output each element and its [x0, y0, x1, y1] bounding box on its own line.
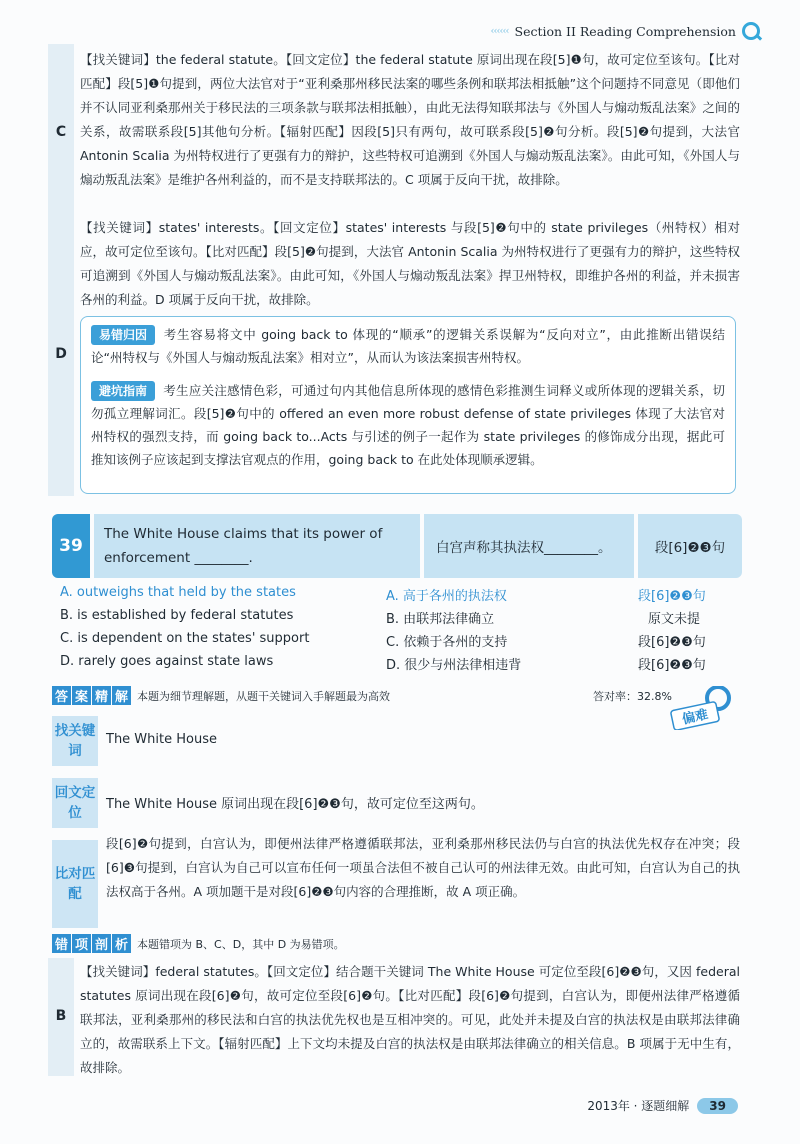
page-number: 39 [697, 1098, 738, 1114]
running-header [491, 22, 760, 40]
answer-section-desc: 本题为细节理解题，从题干关键词入手解题最为高效 [137, 689, 390, 703]
option-a-loc: 段[6]❷❸句 [638, 589, 706, 604]
step-match-text: 段[6]❷句提到，白宫认为，即便州法律严格遵循联邦法，亚利桑那州移民法仍与白宫的执法优先权存在冲突；段[6]❸句提到，白宫认为自己可以宣布任何一项虽合法但不被自己认可的州法律无效。由此可知，白宫认为自己的执法权高于各州。A 项加题干是对段[6]❷❸句内容的合理推断，故 A 项正确。 [106, 836, 740, 899]
section-title: Section II Reading Comprehension [514, 23, 736, 39]
option-d-cn: D. 很少与州法律相违背 [386, 658, 522, 673]
option-c-letter: C [55, 124, 67, 140]
option-c-loc: 段[6]❷❸句 [638, 635, 706, 650]
option-b-analysis: 【找关键词】federal statutes。【回文定位】结合题干关键词 The White House 可定位至段[6]❷❸句，又因 federal statutes 原词出现在段[6]❷句，故可定位至段[6]❷句。【比对匹配】段[6]❷句提到，白宫认为，即便州法律严格遵循联邦法，亚利桑那州的移民法和白宫的执法优先权也是互相冲突的。可见，此处并未提及白宫的执法权是由联邦法律确立的，故需联系上下文。【辐射匹配】上下文均未提及白宫的执法权是由联邦法律确立的相关信息。B 项属于无中生有，故排除。 [80, 964, 740, 1075]
footer-text: 2013年 · 逐题细解 [587, 1099, 690, 1113]
option-d-analysis: 【找关键词】states' interests。【回文定位】states' interests 与段[5]❷句中的 state privileges（州特权）相对应，故可定位至该句。【比对匹配】段[5]❷句提到，大法官 Antonin Scalia 为州特权进行了更强有力的辩护，这些特权可追溯到《外国人与煽动叛乱法案》。由此可知，《外国人与煽动叛乱法案》捍卫州特权，即维护各州的利益，并未损害各州的利益。D 项属于反向干扰，故排除。 [80, 220, 740, 307]
label-char: 错 [52, 934, 71, 953]
difficulty-stamp [666, 686, 738, 730]
pitfall-guide-text: 考生应关注感情色彩，可通过句内其他信息所体现的感情色彩推测生词释义或所体现的逻辑关系，切勿孤立理解词汇。段[5]❷句中的 offered an even more robust defense of state privileges 体现了大法官对州特权的强烈支持，而 going back to...Acts 与引述的例子一起作为 state privileges 的修饰成分出现，据此可推知该例子应该起到支撑法官观点的作用，going back to 在此处体现顺承逻辑。 [91, 383, 725, 467]
label-char: 剖 [92, 934, 111, 953]
option-d-en: D. rarely goes against state laws [60, 654, 274, 669]
step-keyword-label: 找关键词 [52, 716, 98, 766]
label-char: 项 [72, 934, 91, 953]
wrong-section-header [52, 934, 345, 953]
step-match-label: 比对匹配 [52, 840, 98, 928]
correct-rate: 答对率：32.8% [593, 689, 672, 703]
label-char: 精 [92, 686, 111, 705]
step-keyword-text: The White House [106, 732, 217, 747]
wrong-section-label [52, 934, 131, 953]
option-b-en: B. is established by federal statutes [60, 608, 294, 623]
option-c-cn: C. 依赖于各州的支持 [386, 635, 508, 650]
label-char: 答 [52, 686, 71, 705]
label-char: 案 [72, 686, 91, 705]
question-location: 段[6]❷❸句 [638, 514, 742, 578]
error-cause-text: 考生容易将文中 going back to 体现的“顺承”的逻辑关系误解为“反向对立”，由此推断出错误结论“州特权与《外国人与煽动叛乱法案》相对立”，从而认为该法案损害州特权。 [91, 327, 725, 365]
option-a-cn: A. 高于各州的执法权 [386, 589, 507, 604]
option-a-en: A. outweighs that held by the states [60, 585, 296, 600]
question-stem-cn: 白宫声称其执法权________。 [424, 514, 634, 578]
error-cause-block [91, 323, 725, 369]
header-arrows: ‹‹‹‹‹‹ [490, 25, 509, 37]
page-footer [587, 1097, 738, 1114]
answer-section-header [52, 686, 672, 705]
question-stem-en: The White House claims that its power of enforcement ________. [94, 514, 420, 578]
option-b-letter: B [55, 1008, 67, 1024]
label-char: 解 [112, 686, 131, 705]
search-icon [742, 22, 760, 40]
question-row [52, 514, 742, 578]
step-locate-text: The White House 原词出现在段[6]❷❸句，故可定位至这两句。 [106, 797, 484, 812]
pitfall-guide-block [91, 379, 725, 471]
step-locate-label: 回文定位 [52, 778, 98, 828]
error-cause-tag: 易错归因 [91, 325, 155, 345]
option-d-letter: D [55, 346, 67, 362]
label-char: 析 [112, 934, 131, 953]
stamp-text: 偏难 [681, 707, 710, 728]
answer-section-label [52, 686, 131, 705]
option-b-loc: 原文未提 [648, 612, 701, 627]
option-d-loc: 段[6]❷❸句 [638, 658, 706, 673]
option-c-analysis: 【找关键词】the federal statute。【回文定位】the federal statute 原词出现在段[5]❶句，故可定位至该句。【比对匹配】段[5]❶句提到，两位大法官对于“亚利桑那州移民法案的哪些条例和联邦法相抵触”这个问题持不同意见（即他们并不认同亚利桑那州关于移民法的三项条款与联邦法相抵触），由此无法得知联邦法与《外国人与煽动叛乱法案》之间的关系，故需联系段[5]其他句分析。【辐射匹配】因段[5]只有两句，故可联系段[5]❷句分析。段[5]❷句提到，大法官 Antonin Scalia 为州特权进行了更强有力的辩护，这些特权可追溯到《外国人与煽动叛乱法案》。由此可知，《外国人与煽动叛乱法案》是维护各州利益的，而不是支持联邦法的。C 项属于反向干扰，故排除。 [80, 52, 740, 187]
wrong-section-desc: 本题错项为 B、C、D，其中 D 为易错项。 [137, 937, 345, 951]
pitfall-guide-tag: 避坑指南 [91, 381, 155, 401]
option-b-cn: B. 由联邦法律确立 [386, 612, 495, 627]
error-analysis-box [80, 316, 736, 494]
option-c-en: C. is dependent on the states' support [60, 631, 310, 646]
question-number: 39 [52, 514, 90, 578]
